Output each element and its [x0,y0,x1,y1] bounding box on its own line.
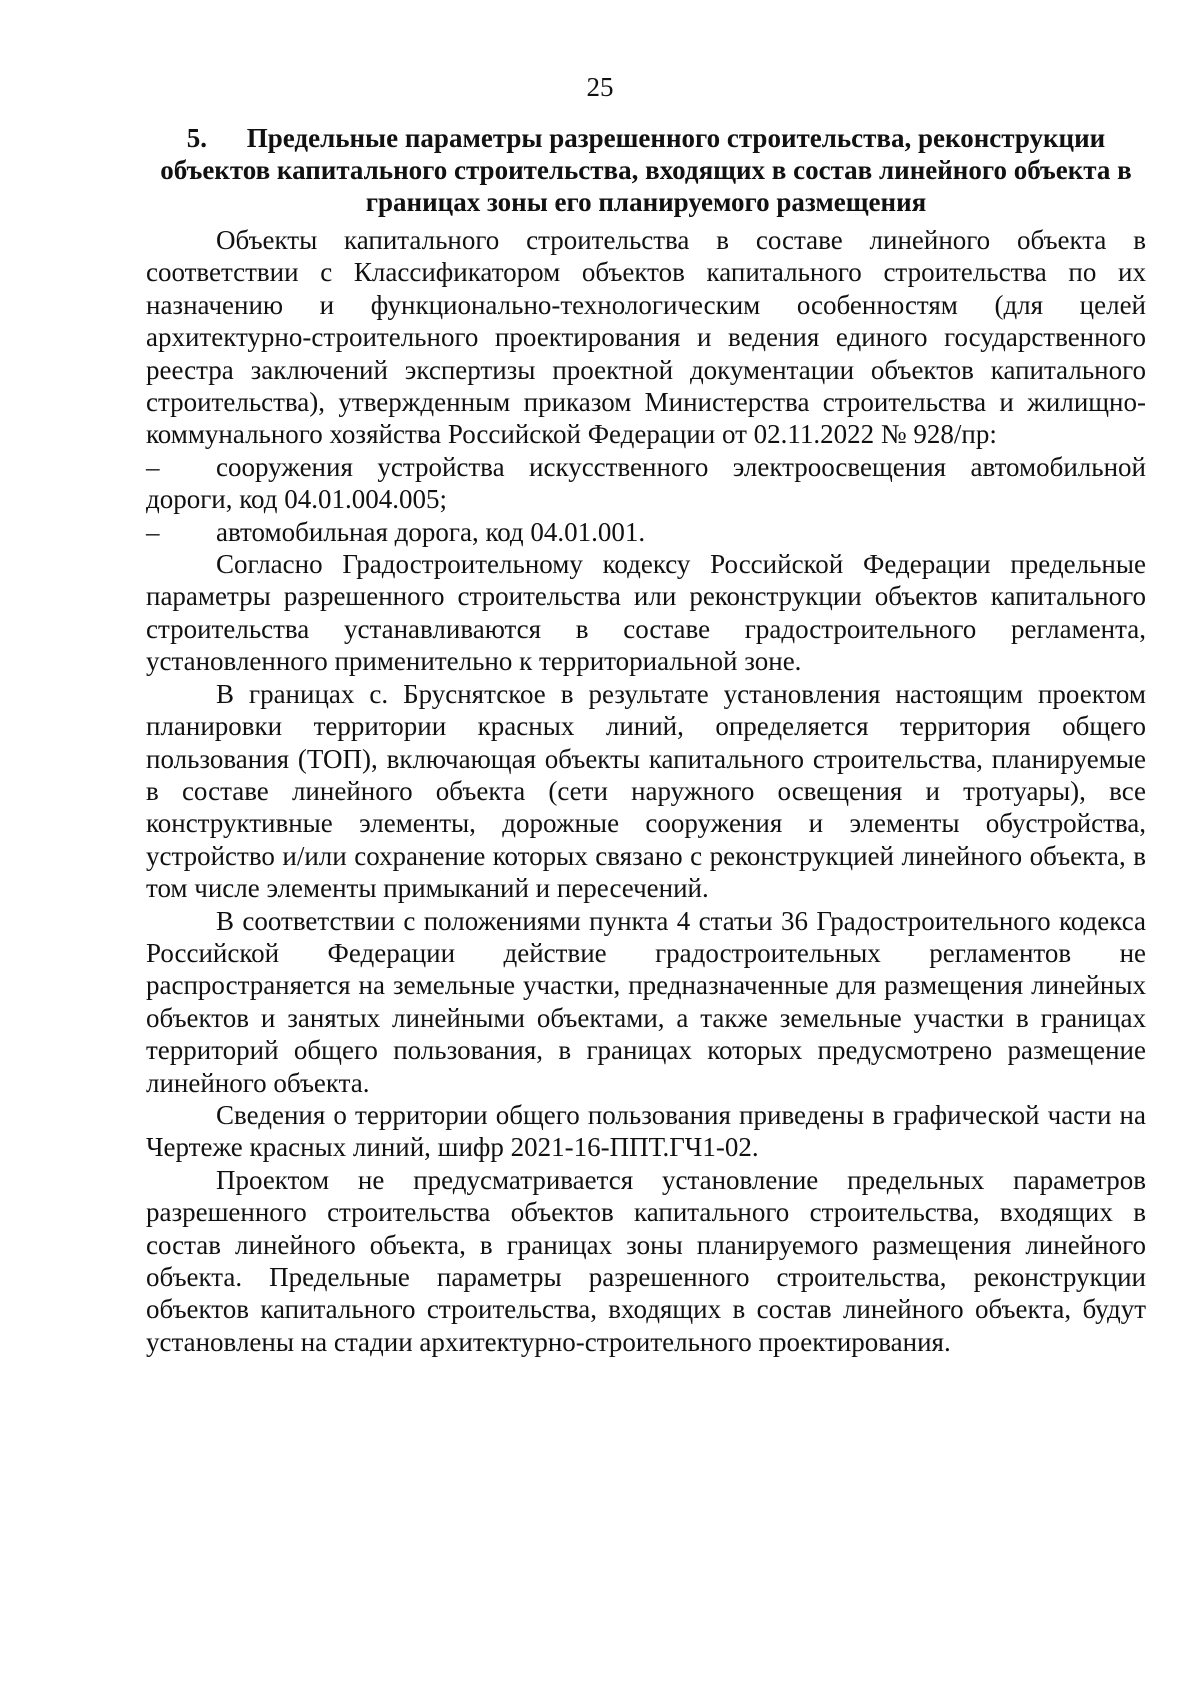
list-item [146,516,1146,548]
section-title: Предельные параметры разрешенного строительства, реконструкции объектов капитального строительства, входящих в состав линейного объекта в границах зоны его планируемого размещения [160,123,1132,217]
list-item [146,451,1146,516]
paragraph-drawing-ref: Сведения о территории общего пользования приведены в графической части на Чертеже красных линий, шифр 2021-16-ППТ.ГЧ1-02. [146,1099,1146,1163]
paragraph-gradcode: Согласно Градостроительному кодексу Российской Федерации предельные параметры разрешенного строительства или реконструкции объектов капитального строительства устанавливаются в составе градостроительного регламента, установленного применительно к территориальной зоне. [146,549,1146,677]
paragraph-article-36: В соответствии с положениями пункта 4 статьи 36 Градостроительного кодекса Российской Федерации действие градостроительных регламентов не распространяется на земельные участки, предназначенные для размещения линейных объектов и занятых линейными объектами, а также земельные участки в границах территорий общего пользования, в границах которых предусмотрено размещение линейного объекта. [146,905,1146,1098]
list-dash: – [146,516,160,547]
paragraph-top: В границах с. Бруснятское в результате установления настоящим проектом планировки территории красных линий, определяется территория общего пользования (ТОП), включающая объекты капитального строительства, планируемые в составе линейного объекта (сети наружного освещения и тротуары), все конструктивные элементы, дорожные сооружения и элементы обустройства, устройство и/или сохранение которых связано с реконструкцией линейного объекта, в том числе элементы примыканий и пересечений. [146,678,1146,904]
paragraph-conclusion: Проектом не предусматривается установление предельных параметров разрешенного строительства объектов капитального строительства, входящих в состав линейного объекта, в границах зоны планируемого размещения линейного объекта. Предельные параметры разрешенного строительства, реконструкции объектов капитального строительства, входящих в состав линейного объекта, будут установлены на стадии архитектурно-строительного проектирования. [146,1164,1146,1357]
list-item-text: автомобильная дорога, код 04.01.001. [216,516,646,547]
document-body [146,122,1146,1358]
list-dash: – [146,451,160,482]
section-heading [146,122,1146,218]
list-item-text: сооружения устройства искусственного электроосвещения автомобильной дороги, код 04.01.004.005; [146,451,1146,515]
intro-paragraph: Объекты капитального строительства в составе линейного объекта в соответствии с Классификатором объектов капитального строительства по их назначению и функционально-технологическим особенностям (для целей архитектурно-строительного проектирования и ведения единого государственного реестра заключений экспертизы проектной документации объектов капитального строительства), утвержденным приказом Министерства строительства и жилищно-коммунального хозяйства Российской Федерации от 02.11.2022 № 928/пр: [146,225,1146,450]
page-number: 25 [586,72,614,102]
section-number: 5. [186,123,208,153]
